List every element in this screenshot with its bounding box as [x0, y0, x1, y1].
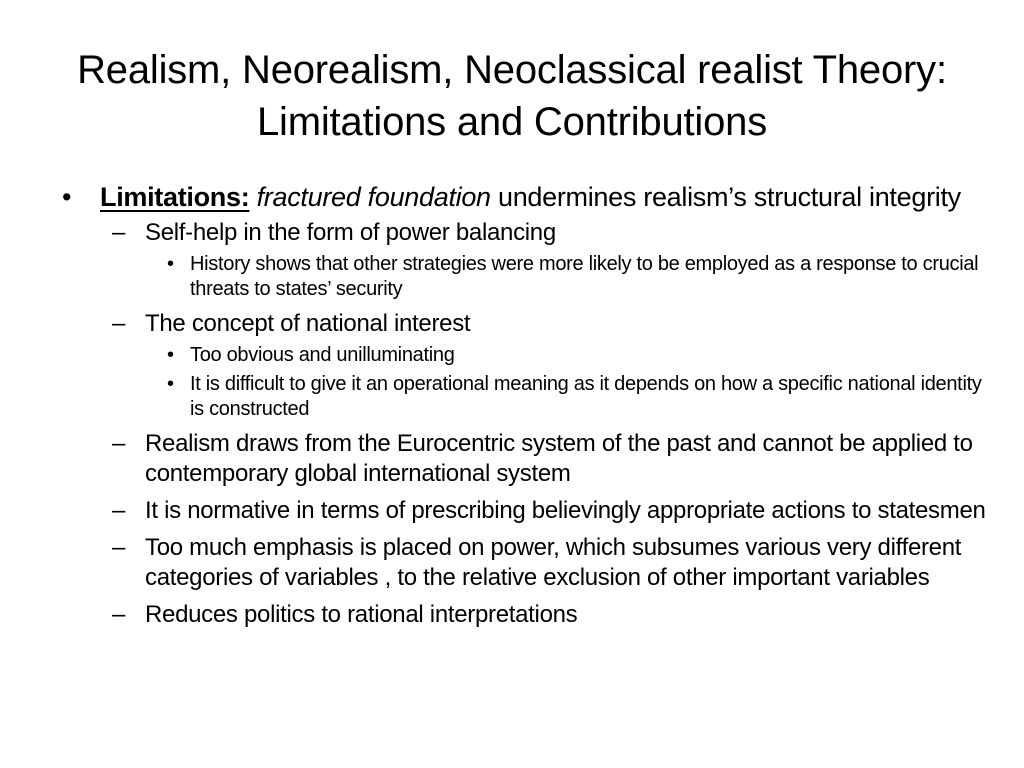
bullet-icon: • — [167, 344, 174, 366]
sub-bullet-text: Self-help in the form of power balancing — [145, 219, 556, 246]
sub-bullet — [62, 533, 992, 593]
sub-bullet-text: Realism draws from the Eurocentric system of the past and cannot be applied to contemporary global international system — [145, 430, 973, 487]
dash-icon: – — [112, 601, 126, 628]
slide-title-line-2: Limitations and Contributions — [256, 100, 768, 144]
detail-bullet — [62, 343, 992, 368]
dash-icon: – — [112, 497, 126, 524]
detail-bullet — [62, 252, 992, 302]
main-bullet-limitations — [62, 180, 992, 214]
sub-bullet-text: Too much emphasis is placed on power, which subsumes various very different categories of variables , to the relative exclusion of other important variables — [145, 534, 962, 591]
slide-title — [40, 44, 984, 148]
detail-bullet-text: It is difficult to give it an operational meaning as it depends on how a specific national identity is constructed — [190, 373, 982, 420]
dash-icon: – — [112, 430, 126, 457]
bullet-icon: • — [167, 253, 174, 275]
main-bullet-rest: undermines realism’s structural integrity — [490, 182, 961, 212]
dash-icon: – — [112, 219, 126, 246]
main-bullet-lead: Limitations: — [100, 182, 250, 212]
sub-bullet-text: It is normative in terms of prescribing believingly appropriate actions to statesmen — [145, 497, 986, 524]
sub-bullet — [62, 600, 992, 630]
sub-bullet — [62, 218, 992, 248]
main-bullet-emphasis: fractured foundation — [249, 182, 491, 212]
bullet-icon: • — [167, 373, 174, 395]
sub-bullet-text: The concept of national interest — [145, 310, 471, 337]
detail-bullet — [62, 372, 992, 422]
sub-bullet — [62, 429, 992, 489]
sub-bullet-text: Reduces politics to rational interpretations — [145, 601, 578, 628]
bullet-icon: • — [62, 182, 72, 212]
dash-icon: – — [112, 310, 126, 337]
slide-body — [62, 180, 992, 630]
detail-bullet-text: Too obvious and unilluminating — [190, 344, 455, 366]
sub-bullet — [62, 309, 992, 339]
slide-title-line-1: Realism, Neorealism, Neoclassical realist Theory: — [77, 48, 947, 92]
detail-bullet-text: History shows that other strategies were more likely to be employed as a response to crucial threats to states’ security — [190, 253, 979, 300]
sub-bullet — [62, 496, 992, 526]
dash-icon: – — [112, 534, 126, 561]
